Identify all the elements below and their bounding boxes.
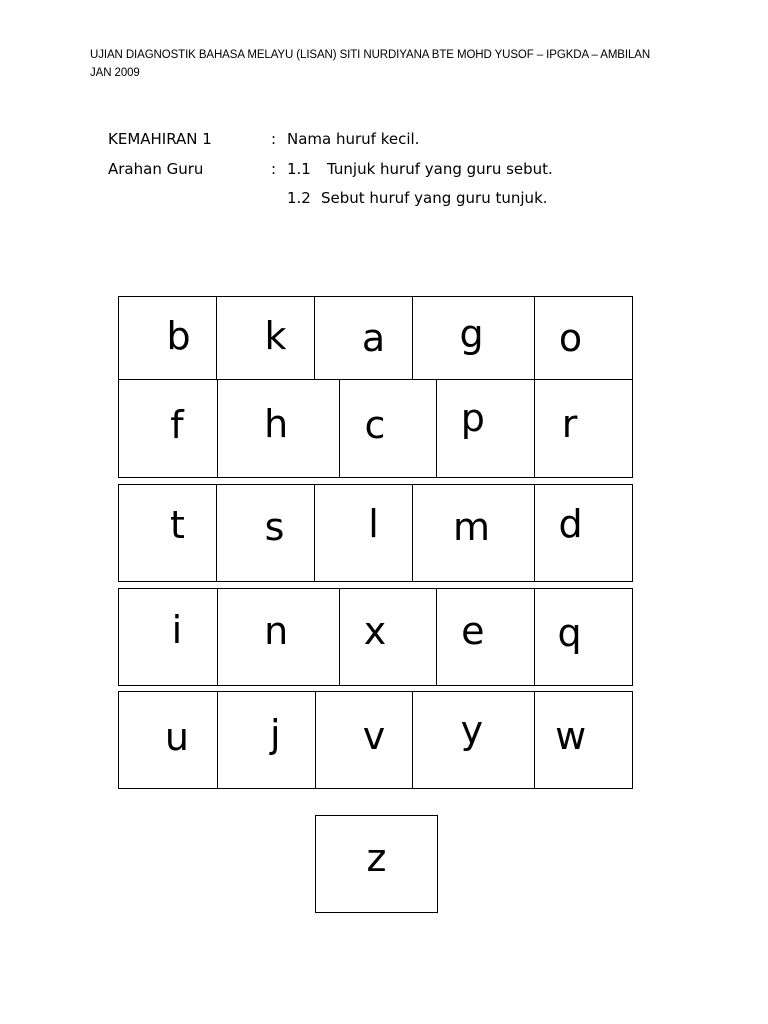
letter: a [361, 316, 386, 360]
step-2-number: 1.2 [287, 189, 311, 207]
letter: t [170, 503, 185, 547]
step-1-text: Tunjuk huruf yang guru sebut. [327, 160, 553, 178]
letter-row-3 [118, 484, 633, 582]
letter-cell [119, 692, 218, 789]
letter: l [368, 502, 379, 546]
letter: i [171, 608, 183, 652]
step-1-number: 1.1 [287, 160, 311, 178]
letter: q [557, 611, 582, 655]
letter: g [459, 312, 484, 356]
skill-label: KEMAHIRAN 1 [108, 130, 212, 148]
letter: y [460, 708, 484, 752]
letter-cell [218, 692, 316, 789]
letter: k [264, 314, 287, 358]
letter: f [170, 402, 184, 447]
document-header [90, 46, 690, 82]
letter-cell [217, 297, 315, 380]
letter: m [452, 505, 491, 549]
letter-cell [413, 485, 535, 582]
letter-cell [437, 589, 535, 686]
letter-cell-z [315, 815, 438, 913]
letter-cell [119, 485, 217, 582]
letter: s [264, 505, 285, 549]
letter: h [264, 401, 289, 446]
teacher-colon: : [271, 160, 277, 178]
skill-colon: : [271, 130, 277, 148]
letter: d [558, 502, 583, 546]
letter-cell [535, 589, 633, 686]
teacher-label: Arahan Guru [108, 160, 204, 178]
letter: w [555, 714, 587, 758]
skill-value: Nama huruf kecil. [287, 130, 420, 148]
letter-cell [217, 485, 315, 582]
letter-row-2 [118, 380, 633, 478]
letter-cell [413, 692, 535, 789]
letter: u [164, 715, 189, 759]
letter-cell [315, 485, 413, 582]
letter: c [364, 402, 386, 447]
letter-row-1 [118, 296, 633, 380]
letter-cell [535, 297, 633, 380]
letter-cell [218, 589, 340, 686]
letter: b [166, 314, 191, 358]
letter-cell [535, 485, 633, 582]
letter-row-4 [118, 588, 633, 686]
letter: r [561, 401, 578, 446]
letter-cell [437, 380, 535, 478]
letter: o [558, 316, 583, 360]
letter-cell [535, 380, 633, 478]
letter-cell [218, 380, 340, 478]
letter: j [269, 712, 281, 756]
letter-cell [340, 589, 438, 686]
letter-cell [340, 380, 438, 478]
letter: z [366, 836, 387, 880]
header-line-1: UJIAN DIAGNOSTIK BAHASA MELAYU (LISAN) SITI NURDIYANA BTE MOHD YUSOF – IPGKDA – AMBILAN [90, 49, 651, 61]
letter-cell [119, 589, 218, 686]
letter-cell [119, 380, 218, 478]
letter: n [264, 609, 289, 653]
letter: v [362, 714, 386, 758]
letter-row-5 [118, 691, 633, 789]
header-line-2: JAN 2009 [90, 67, 140, 79]
letter-cell [535, 692, 633, 789]
letter: e [461, 609, 485, 653]
letter: p [460, 395, 485, 440]
letter-cell [119, 297, 217, 380]
letter-cell [315, 297, 413, 380]
letter: x [363, 609, 387, 653]
step-2-text: Sebut huruf yang guru tunjuk. [321, 189, 548, 207]
letter-cell [413, 297, 535, 380]
letter-cell [316, 692, 414, 789]
